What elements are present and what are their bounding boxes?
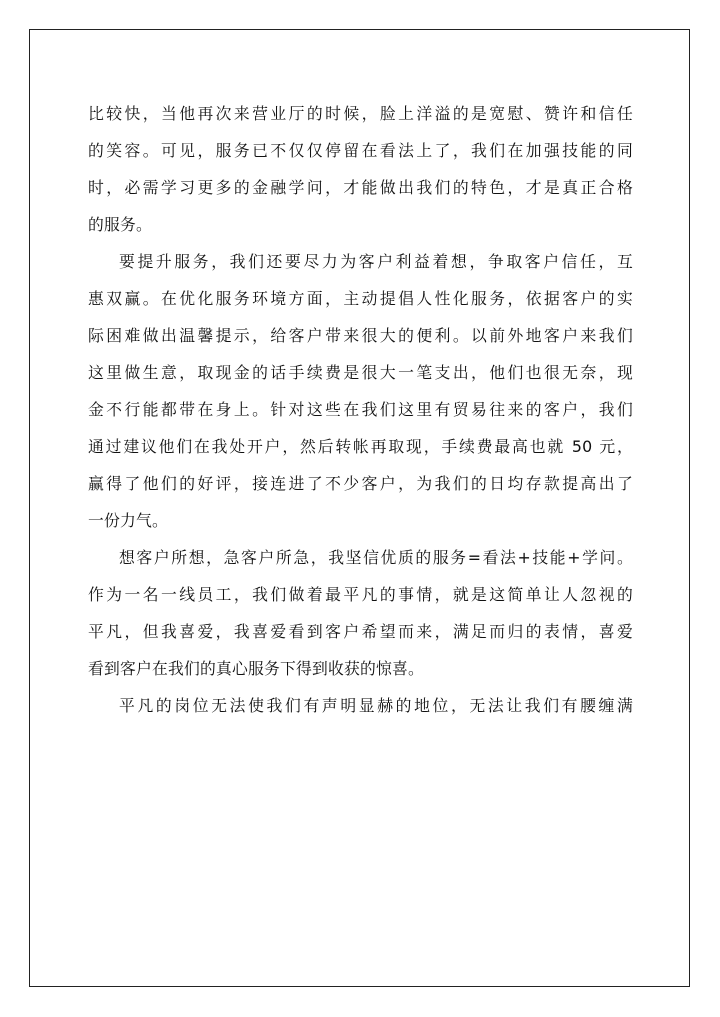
text-line-17: 平凡的岗位无法使我们有声明显赫的地位，无法让我们有腰缠满 <box>119 696 633 715</box>
text-line-7: 际困难做出温馨提示，给客户带来很大的便利。以前外地客户来我们 <box>88 326 633 345</box>
text-line-16: 看到客户在我们的真心服务下得到收获的惊喜。 <box>88 659 424 678</box>
text-line-14: 作为一名一线员工，我们做着最平凡的事情，就是这简单让人忽视的 <box>88 585 633 604</box>
text-line-12: 一份力气。 <box>88 511 168 530</box>
text-line-8: 这里做生意，取现金的话手续费是很大一笔支出，他们也很无奈，现 <box>88 363 633 382</box>
text-line-6: 惠双赢。在优化服务环境方面，主动提倡人性化服务，依据客户的实 <box>88 289 633 308</box>
text-line-15: 平凡，但我喜爱，我喜爱看到客户希望而来，满足而归的表情，喜爱 <box>88 622 633 641</box>
text-line-5: 要提升服务，我们还要尽力为客户利益着想，争取客户信任，互 <box>119 252 633 271</box>
document-body <box>88 95 633 724</box>
text-line-11: 赢得了他们的好评，接连进了不少客户，为我们的日均存款提高出了 <box>88 474 633 493</box>
text-line-2: 的笑容。可见，服务已不仅仅停留在看法上了，我们在加强技能的同 <box>88 141 633 160</box>
text-line-1: 比较快，当他再次来营业厅的时候，脸上洋溢的是宽慰、赞许和信任 <box>88 104 633 123</box>
text-line-9: 金不行能都带在身上。针对这些在我们这里有贸易往来的客户，我们 <box>88 400 633 419</box>
text-line-3: 时，必需学习更多的金融学问，才能做出我们的特色，才是真正合格 <box>88 178 633 197</box>
text-line-4: 的服务。 <box>88 215 152 234</box>
text-line-10: 通过建议他们在我处开户，然后转帐再取现，手续费最高也就 50 元， <box>88 437 633 456</box>
text-line-13: 想客户所想，急客户所急，我坚信优质的服务=看法+技能+学问。 <box>119 548 633 567</box>
